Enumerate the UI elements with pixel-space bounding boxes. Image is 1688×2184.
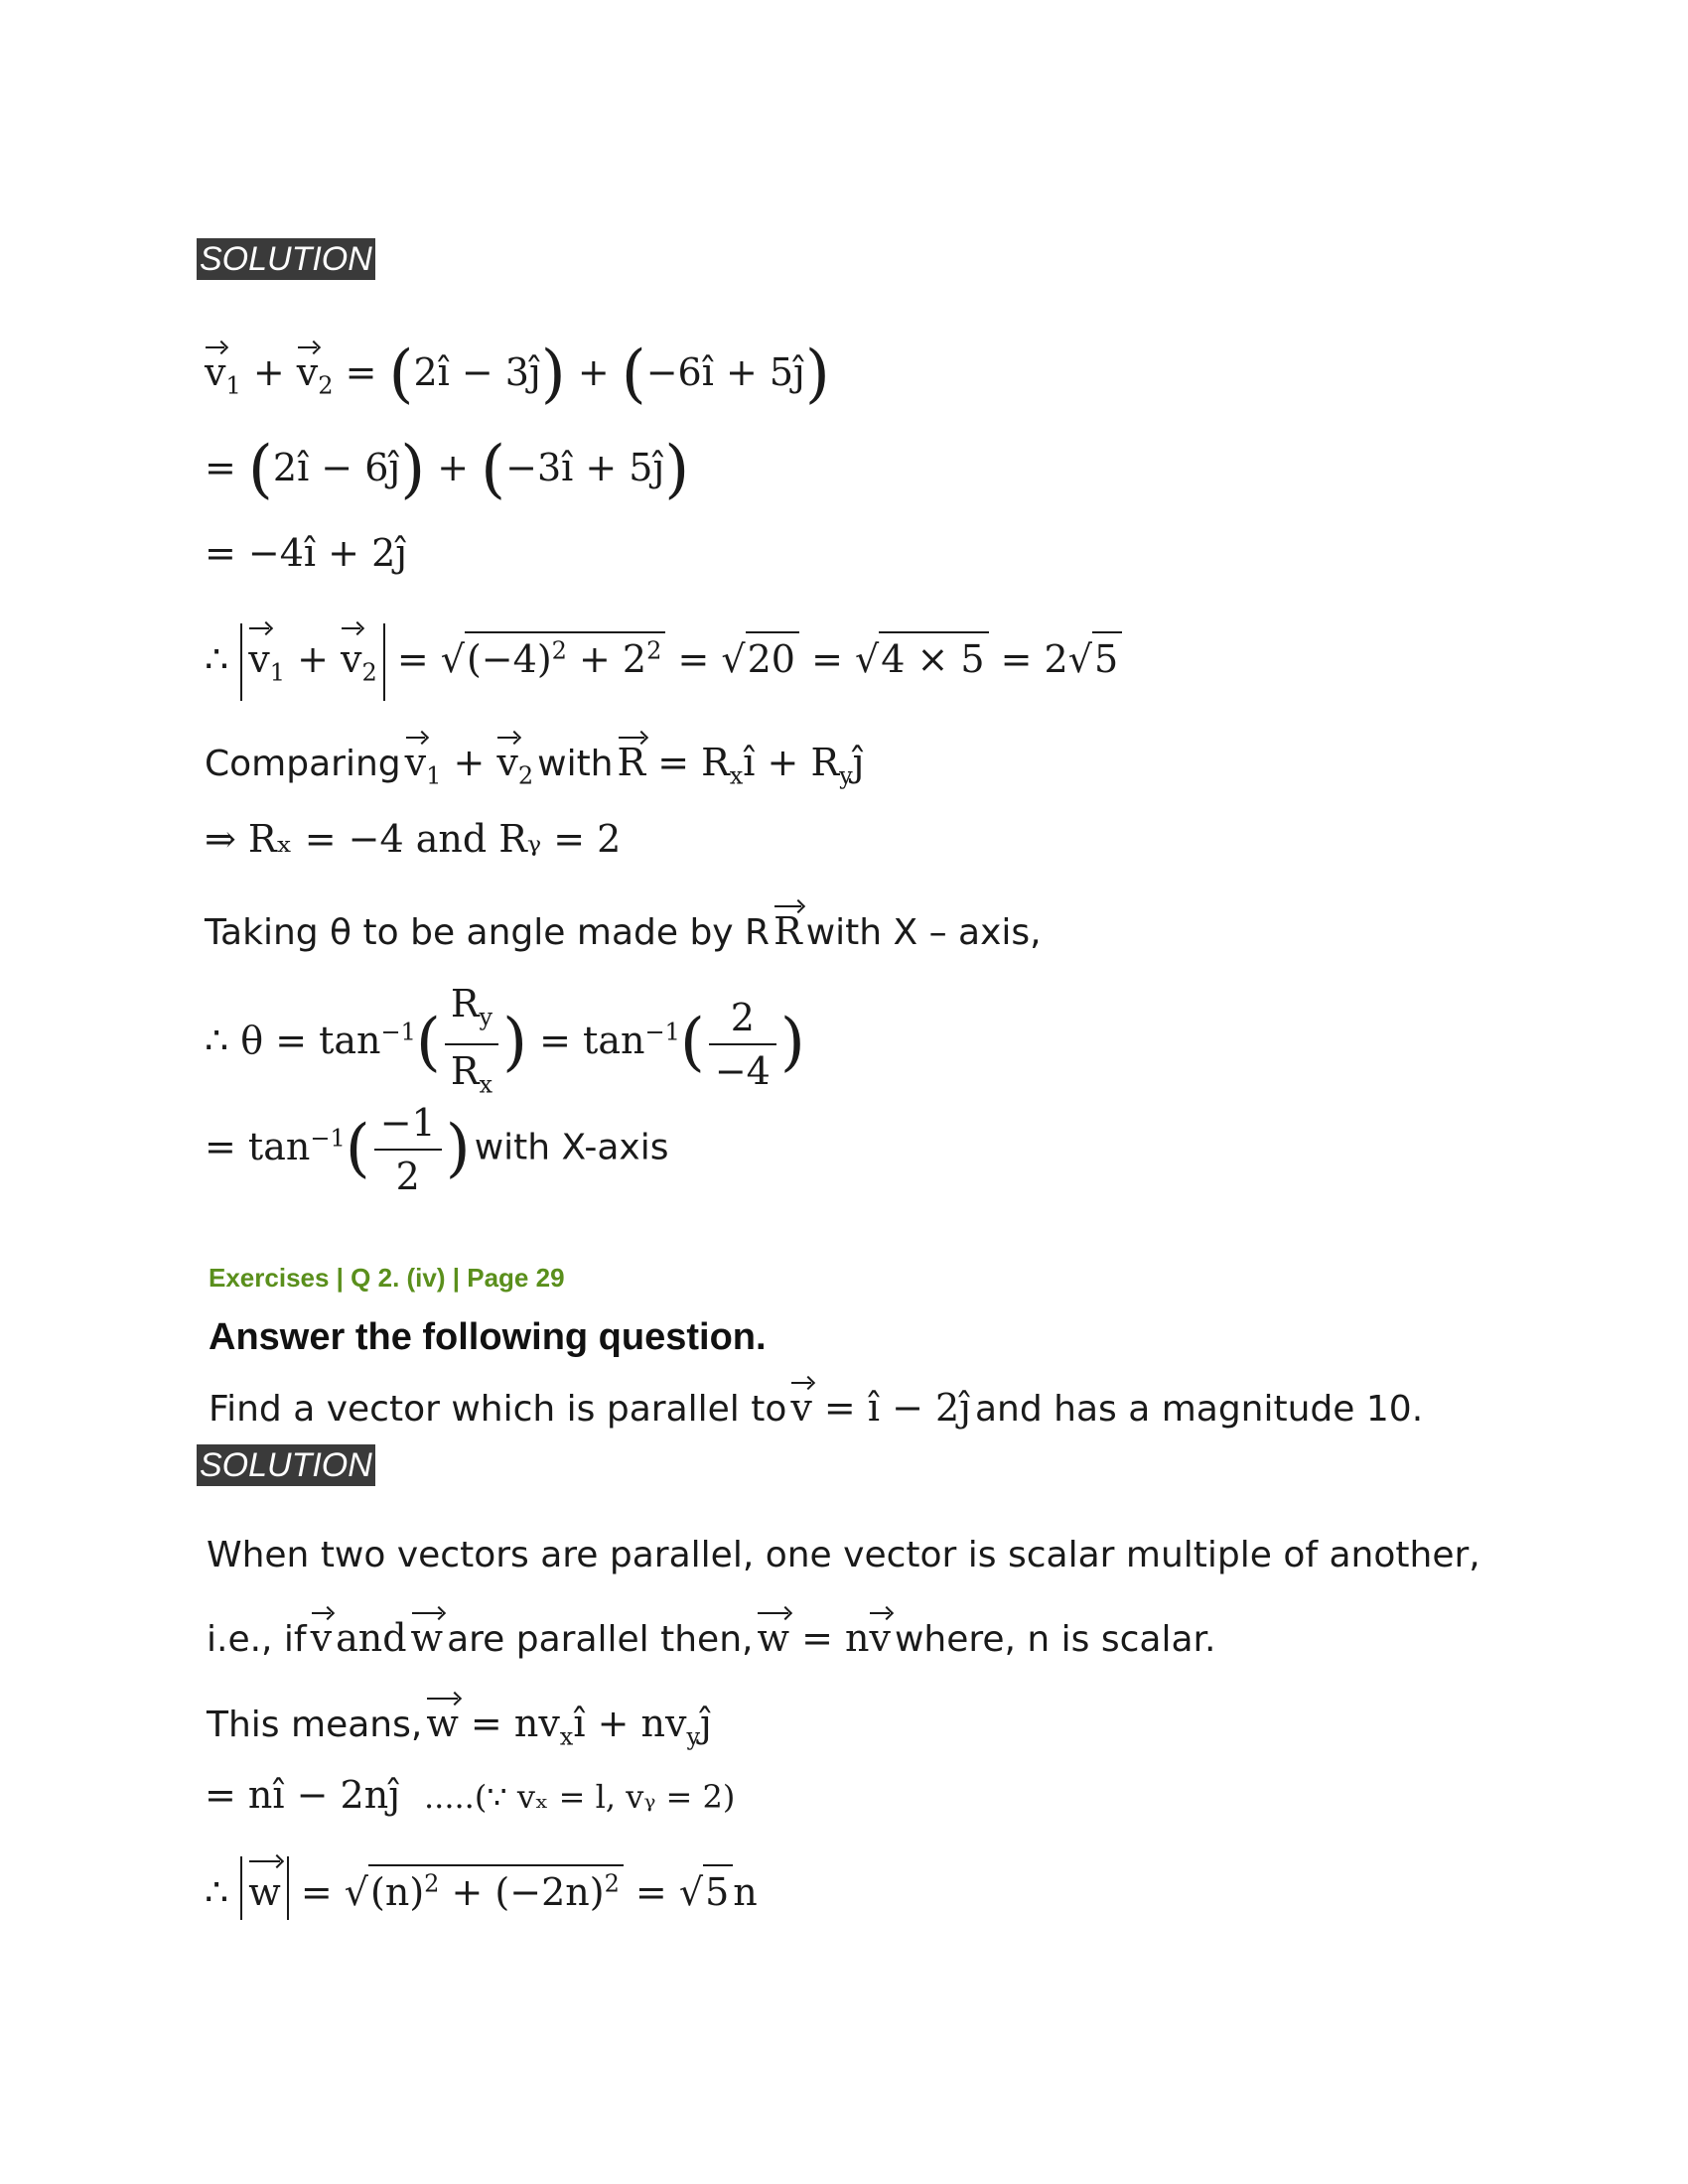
with-text: with bbox=[537, 744, 614, 784]
question-start: Find a vector which is parallel to bbox=[209, 1389, 787, 1430]
parallel-then-text: are parallel then, bbox=[447, 1619, 754, 1660]
scalar-text: where, n is scalar. bbox=[894, 1619, 1216, 1660]
and-text: and bbox=[336, 1616, 407, 1660]
solution-label: SOLUTION bbox=[197, 238, 375, 280]
n-i-minus-2n-j: = nî − 2nĵ bbox=[205, 1773, 400, 1817]
equation-line-9: = $\tan^{-1}$( $\frac{-1}{2}$ ) with X-axis bbox=[205, 1097, 669, 1202]
equation-line-1: $v_1 + v_2$ = (2î − 3ĵ) + (−6î + 5ĵ) bbox=[205, 338, 830, 411]
this-means-line: This means, $w = nv_xî$ + $nv_yĵ$ bbox=[207, 1694, 712, 1751]
question-title: Answer the following question. bbox=[209, 1316, 767, 1358]
solution-label-2: SOLUTION bbox=[197, 1444, 375, 1486]
equation-line-2: = (2î − 6ĵ) + (−3î + 5ĵ) bbox=[205, 433, 690, 506]
with-x-axis-text: with X – axis, bbox=[805, 912, 1042, 953]
equation-line-s2-4 bbox=[205, 1773, 735, 1817]
ie-text: i.e., if bbox=[207, 1619, 307, 1660]
equation-line-8: ∴ $\theta = \tan^{-1}$( $\frac{R_y}{R_x}$ ) = $\tan^{-1}$( $\frac{2}{-4}$ ) bbox=[205, 978, 805, 1110]
equation-line-3: = −4î + 2ĵ bbox=[205, 531, 408, 575]
comparing-line: Comparing $v_1 + v_2$ with $R = R_xî$ + $R_yĵ$ bbox=[205, 733, 864, 790]
this-means-text: This means, bbox=[207, 1705, 423, 1745]
question-end: and has a magnitude 10. bbox=[974, 1389, 1424, 1430]
comparing-text: Comparing bbox=[205, 744, 401, 784]
taking-line: Taking θ to be angle made by R R with X – axis, bbox=[205, 901, 1042, 953]
with-x-axis-end: with X-axis bbox=[474, 1127, 669, 1168]
equation-line-6: ⇒ Rₓ = −4 and Rᵧ = 2 bbox=[205, 817, 622, 861]
taking-text: Taking θ to be angle made by R bbox=[205, 912, 771, 953]
parallel-statement: When two vectors are parallel, one vector is scalar multiple of another, bbox=[207, 1535, 1480, 1575]
parallel-condition: i.e., if v and w are parallel then, w = nv where, n is scalar. bbox=[207, 1608, 1215, 1660]
equation-line-4: ∴ $v_1 + v_2 = √(-4)^2 + 2^2 = √20 = √4 \times 5 = 2√5$ bbox=[205, 623, 1122, 701]
equation-line-s2-5: ∴ $w = √(n)^2 + (-2n)^2 = √5$ n bbox=[205, 1856, 758, 1920]
exercise-header: Exercises | Q 2. (iv) | Page 29 bbox=[209, 1263, 565, 1293]
because-note: .....(∵ vₓ = l, vᵧ = 2) bbox=[423, 1778, 736, 1816]
question-text: Find a vector which is parallel to v = î − 2ĵ and has a magnitude 10. bbox=[209, 1378, 1423, 1430]
